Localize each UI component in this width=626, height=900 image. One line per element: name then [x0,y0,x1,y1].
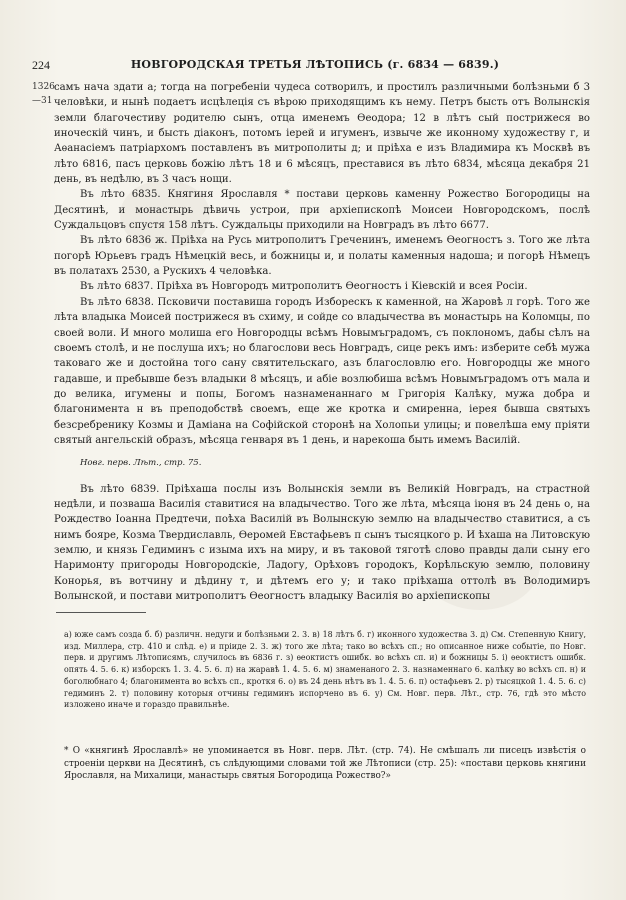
main-text [32,80,590,604]
chronicle-paragraph: Въ лѣто 6836 ж. Пріѣха на Русь митрополитъ Греченинъ, именемъ Ѳеогностъ з. Того же лѣта погорѣ Юрьевъ градъ Нѣмецкій весь, и божницы и, и полаты каменныя надоша; и погорѣ Нѣмецъ въ полатахъ 2530, а Рускихъ 4 человѣка. [54,235,590,278]
chronicle-paragraph: Въ лѣто 6838. Псковичи поставиша городъ Изборескъ к каменной, на Жаровѣ л горѣ. Того же лѣта владыка Моисей пострижеся въ схиму, и сойде со владычества въ монастырь на Коломцы, по своей воли. И много молиша его Новгородцы всѣмъ Новымъградомъ, съ поклономъ, дабы сѣлъ на своемъ столѣ, и не послуша ихъ; но благослови весь Новградъ, сице рекъ имъ: изберите себѣ мужа таковаго же и достойна того сану святительскаго, азъ благословлю его. Новгородцы же много гадавше, и пребывше безъ владыки 8 мѣсяцъ, и абіе возлюбиша всѣмъ Новымъградомъ отъ мала и до велика, игумены и попы, Богомъ назнаменаннаго м Григорія Калѣку, мужа добра и благонимента н въ преподобствѣ своемъ, еще же кротка и смиренна, іерея бывша святыхъ безсребренику Козмы и Даміана на Софійской сторонѣ на Холопьи улицы; и повелѣша ему пріяти святый ангельскій образъ, мѣсяца генваря въ 1 день, и нарекоша быть имемъ Василій. [54,296,590,446]
margin-year-start: 1326 [32,82,55,92]
chronicle-paragraph: Въ лѣто 6837. Пріѣха въ Новгородъ митрополитъ Ѳеогностъ і Кіевскій и всея Росіи. [80,281,528,293]
running-title: НОВГОРОДСКАЯ ТРЕТЬЯ ЛѢТОПИСЬ (г. 6834 — 6839.) [130,58,500,71]
chronicle-paragraph: Въ лѣто 6839. Пріѣхаша послы изъ Волынскія земли въ Великій Новградъ, на страстной недѣли, и позваша Василія ставитися на владычество. Того же лѣта, мѣсяца іюня въ 24 день о, на Рождество Іоанна Предтечи, поѣха Василій въ Волынскую землю на владычество ставитися, а съ нимъ бояре, Козма Твердиславль, Ѳеромей Евстафьевъ п сынъ тысяцкого р. И ѣхаша на Литовскую землю, и князь Гедиминъ с изыма ихъ на миру, и въ таковой тяготѣ слово правды дали сыну его Наримонту пригороды Новгородскіе, Ладогу, Орѣховъ городокъ, Корѣльскую землю, половину Конорья, въ вотчину и дѣдину т, и дѣтемъ его у; и тако пріѣхаша оттолѣ въ Володимиръ Волынской, и постави митрополитъ Ѳеогностъ владыку Василія во архіепископы [54,483,590,602]
chronicle-paragraph: самъ нача здати а; тогда на погребеніи чудеса сотворилъ, и простилъ различными болѣзньми б 3 человѣки, и нынѣ подаетъ исцѣлеція съ вѣрою приходящимъ къ нему. Петръ бысть отъ Волынскія земли благочестиву родителю сынъ, отца именемъ Ѳеодора; 12 в лѣтъ сый пострижеся во иноческій чинъ, и бысть діаконъ, потомъ іерей и игуменъ, извыче же иконному художеству г, и Аѳанасіемъ патріархомъ поставленъ въ митрополиты д; и пріѣха е изъ Владимира къ Москвѣ въ лѣто 6816, пасъ церковь божію лѣтъ 18 и 6 мѣсяцъ, преставися въ лѣто 6834, мѣсяца декабря 21 день, въ недѣлю, въ 3 часъ нощи. [54,82,590,186]
chronicle-paragraph: Въ лѣто 6835. Княгиня Ярославля * постави церковь каменну Рожество Богородицы на Десятинѣ, и монастырь дѣвичь устрои, при архіепископѣ Моисеи Новгородскомъ, послѣ Суждальцовъ спустя 158 лѣтъ. Суждальцы приходили на Новградъ въ лѣто 6677. [54,189,590,232]
page-header [32,58,598,74]
source-citation: Новг. перв. Лѣт., стр. 75. [80,458,202,469]
variant-readings: а) юже самъ созда б. б) различн. недуги и болѣзньми 2. 3. в) 18 лѣтъ б. г) иконного художества 3. д) См. Степенную Книгу, изд. Миллера, стр. 410 и слѣд. е) и пріиде 2. 3. ж) того же лѣта; тако во всѣхъ сп.; но описанное ниже событіе, по Новг. перв. и другимъ Лѣтописямъ, случилось въ 6836 г. з) ѳеоктистъ ошибк. во всѣхъ сп. и) и божницы 5. і) ѳеоктистъ ошибк. опять 4. 5. 6. к) изборскъ 1. 3. 4. 5. 6. л) на жаравѣ 1. 4. 5. 6. м) знаменаного 2. 3. назнаменнаго 6. калѣку во всѣхъ сп. н) и боголюбнаго 4; благонимента во всѣхъ сп., кроткя 6. о) въ 24 день нѣтъ въ 1. 4. 5. 6. п) остафьевъ 2. р) тысяцкой 1. 4. 5. 6. с) гедиминъ 2. т) половину которыя отчины гедиминъ испорчено въ 6. у) См. Новг. перв. Лѣт., стр. 76, гдѣ это мѣсто изложено иначе и гораздо правильнѣе. [64,630,586,710]
page-number: 224 [32,58,50,72]
margin-year-end: —31 [32,96,53,106]
footnote: * О «княгинѣ Ярославлѣ» не упоминается въ Новг. перв. Лѣт. (стр. 74). Не смѣшалъ ли писецъ извѣстія о строеніи церкви на Десятинѣ, съ слѣдующими словами той же Лѣтописи (стр. 25): «постави церковь княгини Ярославля, на Михалици, манастырь святыя Богородица Рожество?» [64,746,586,781]
notes-separator [56,612,146,613]
